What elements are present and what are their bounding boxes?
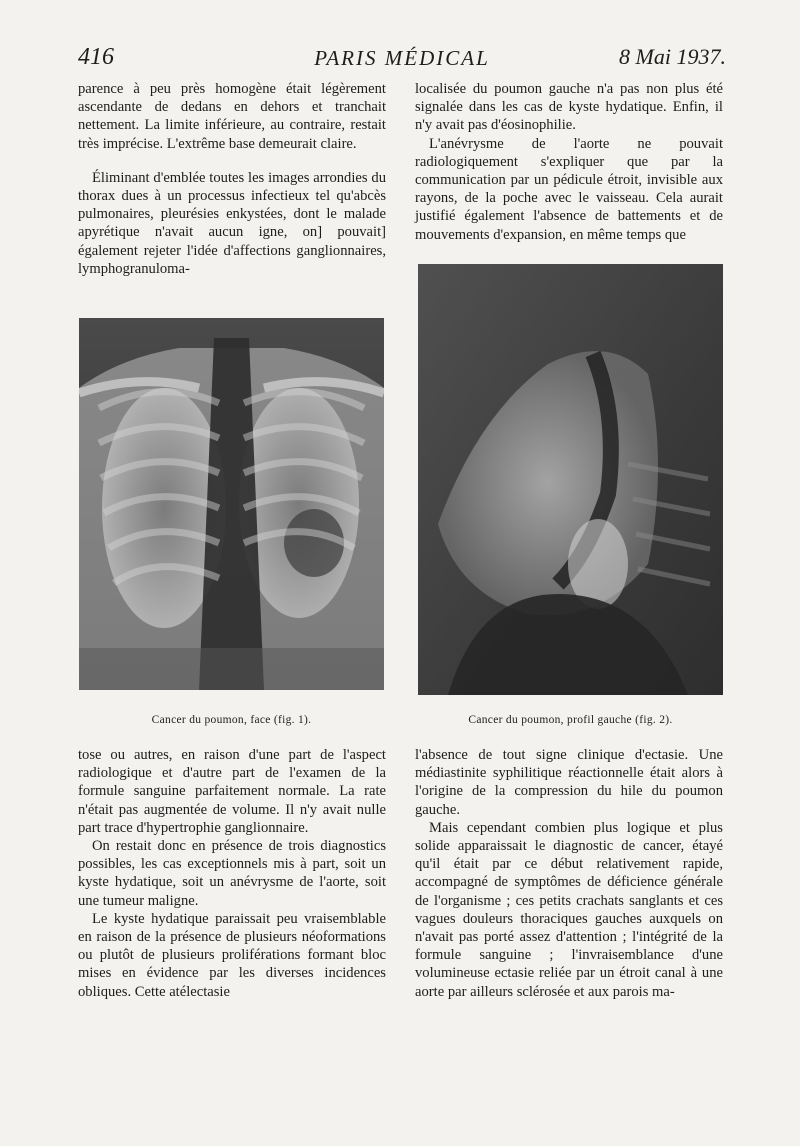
paragraph: Éliminant d'emblée toutes les images arrondies du thorax dues à un processus infectieux tel qu'abcès pulmonaires, pleurésies enkystées, dont le malade apyrétique n'avait aucun igne, on] pouvait] également rejeter l'idée d'affections ganglionnaires, lymphogranuloma-: [78, 169, 386, 277]
paragraph: l'absence de tout signe clinique d'ectasie. Une médiastinite syphilitique réactionnelle était alors à l'origine de la compression du hile du poumon gauche.: [415, 747, 723, 818]
paragraph: On restait donc en présence de trois diagnostics possibles, les cas exceptionnels mis à part, soit un kyste hydatique, soit un anévrysme de l'aorte, soit une tumeur maligne.: [78, 838, 386, 909]
paragraph: parence à peu près homogène était légèrement ascendante de dedans en dehors et tranchait nettement. La limite inférieure, au contraire, restait très imprécise. L'extrême base demeurait claire.: [78, 81, 386, 152]
xray-frontal-image: [79, 318, 384, 690]
page-header: [78, 44, 726, 74]
journal-title: PARIS MÉDICAL: [314, 46, 490, 70]
paragraph: tose ou autres, en raison d'une part de l'aspect radiologique et d'autre part de l'examen de la formule sanguine parfaitement normale. La rate n'était pas augmentée de volume. Il n'y avait nulle part trace d'hypertrophie ganglionnaire.: [78, 747, 386, 836]
column-top-right: [415, 80, 723, 244]
xray-figure-2: [418, 264, 723, 695]
issue-date: 8 Mai 1937.: [619, 44, 726, 69]
figure-1-caption: Cancer du poumon, face (fig. 1).: [151, 714, 312, 726]
figure-2-caption: Cancer du poumon, profil gauche (fig. 2).: [468, 714, 673, 726]
paragraph: L'anévrysme de l'aorte ne pouvait radiologiquement s'expliquer que par la communication par un pédicule étroit, invisible aux rayons, de la poche avec le vaisseau. Cela aurait justifié également l'absence de battements et de mouvements d'expansion, en même temps que: [415, 135, 723, 243]
paragraph: Mais cependant combien plus logique et plus solide apparaissait le diagnostic de cancer, étayé qu'il était par ce début relativement rapide, accompagné de symptômes de déficience générale de l'organisme ; ces petits crachats sanglants et ces vagues douleurs thoraciques gauches auxquels on n'avait pas porté assez d'attention ; l'intégrité de la formule sanguine ; l'invraisemblance d'une volumineuse ectasie reliée par un étroit canal à une aorte par ailleurs sclérosée et aux parois ma-: [415, 819, 723, 1000]
column-bottom-right: [415, 746, 723, 1001]
page-number: 416: [78, 44, 114, 70]
xray-figure-1: [79, 318, 384, 690]
paragraph: Le kyste hydatique paraissait peu vraisemblable en raison de la présence de plusieurs néoformations ou plutôt de plusieurs proliférations formant bloc mises en évidence par les diverses incidences obliques. Cette atélectasie: [78, 910, 386, 1000]
xray-lateral-image: [418, 264, 723, 695]
paragraph: localisée du poumon gauche n'a pas non plus été signalée dans les cas de kyste hydatique. Enfin, il n'y avait pas d'éosinophilie.: [415, 81, 723, 134]
column-top-left: [78, 80, 386, 278]
column-bottom-left: [78, 746, 386, 1001]
